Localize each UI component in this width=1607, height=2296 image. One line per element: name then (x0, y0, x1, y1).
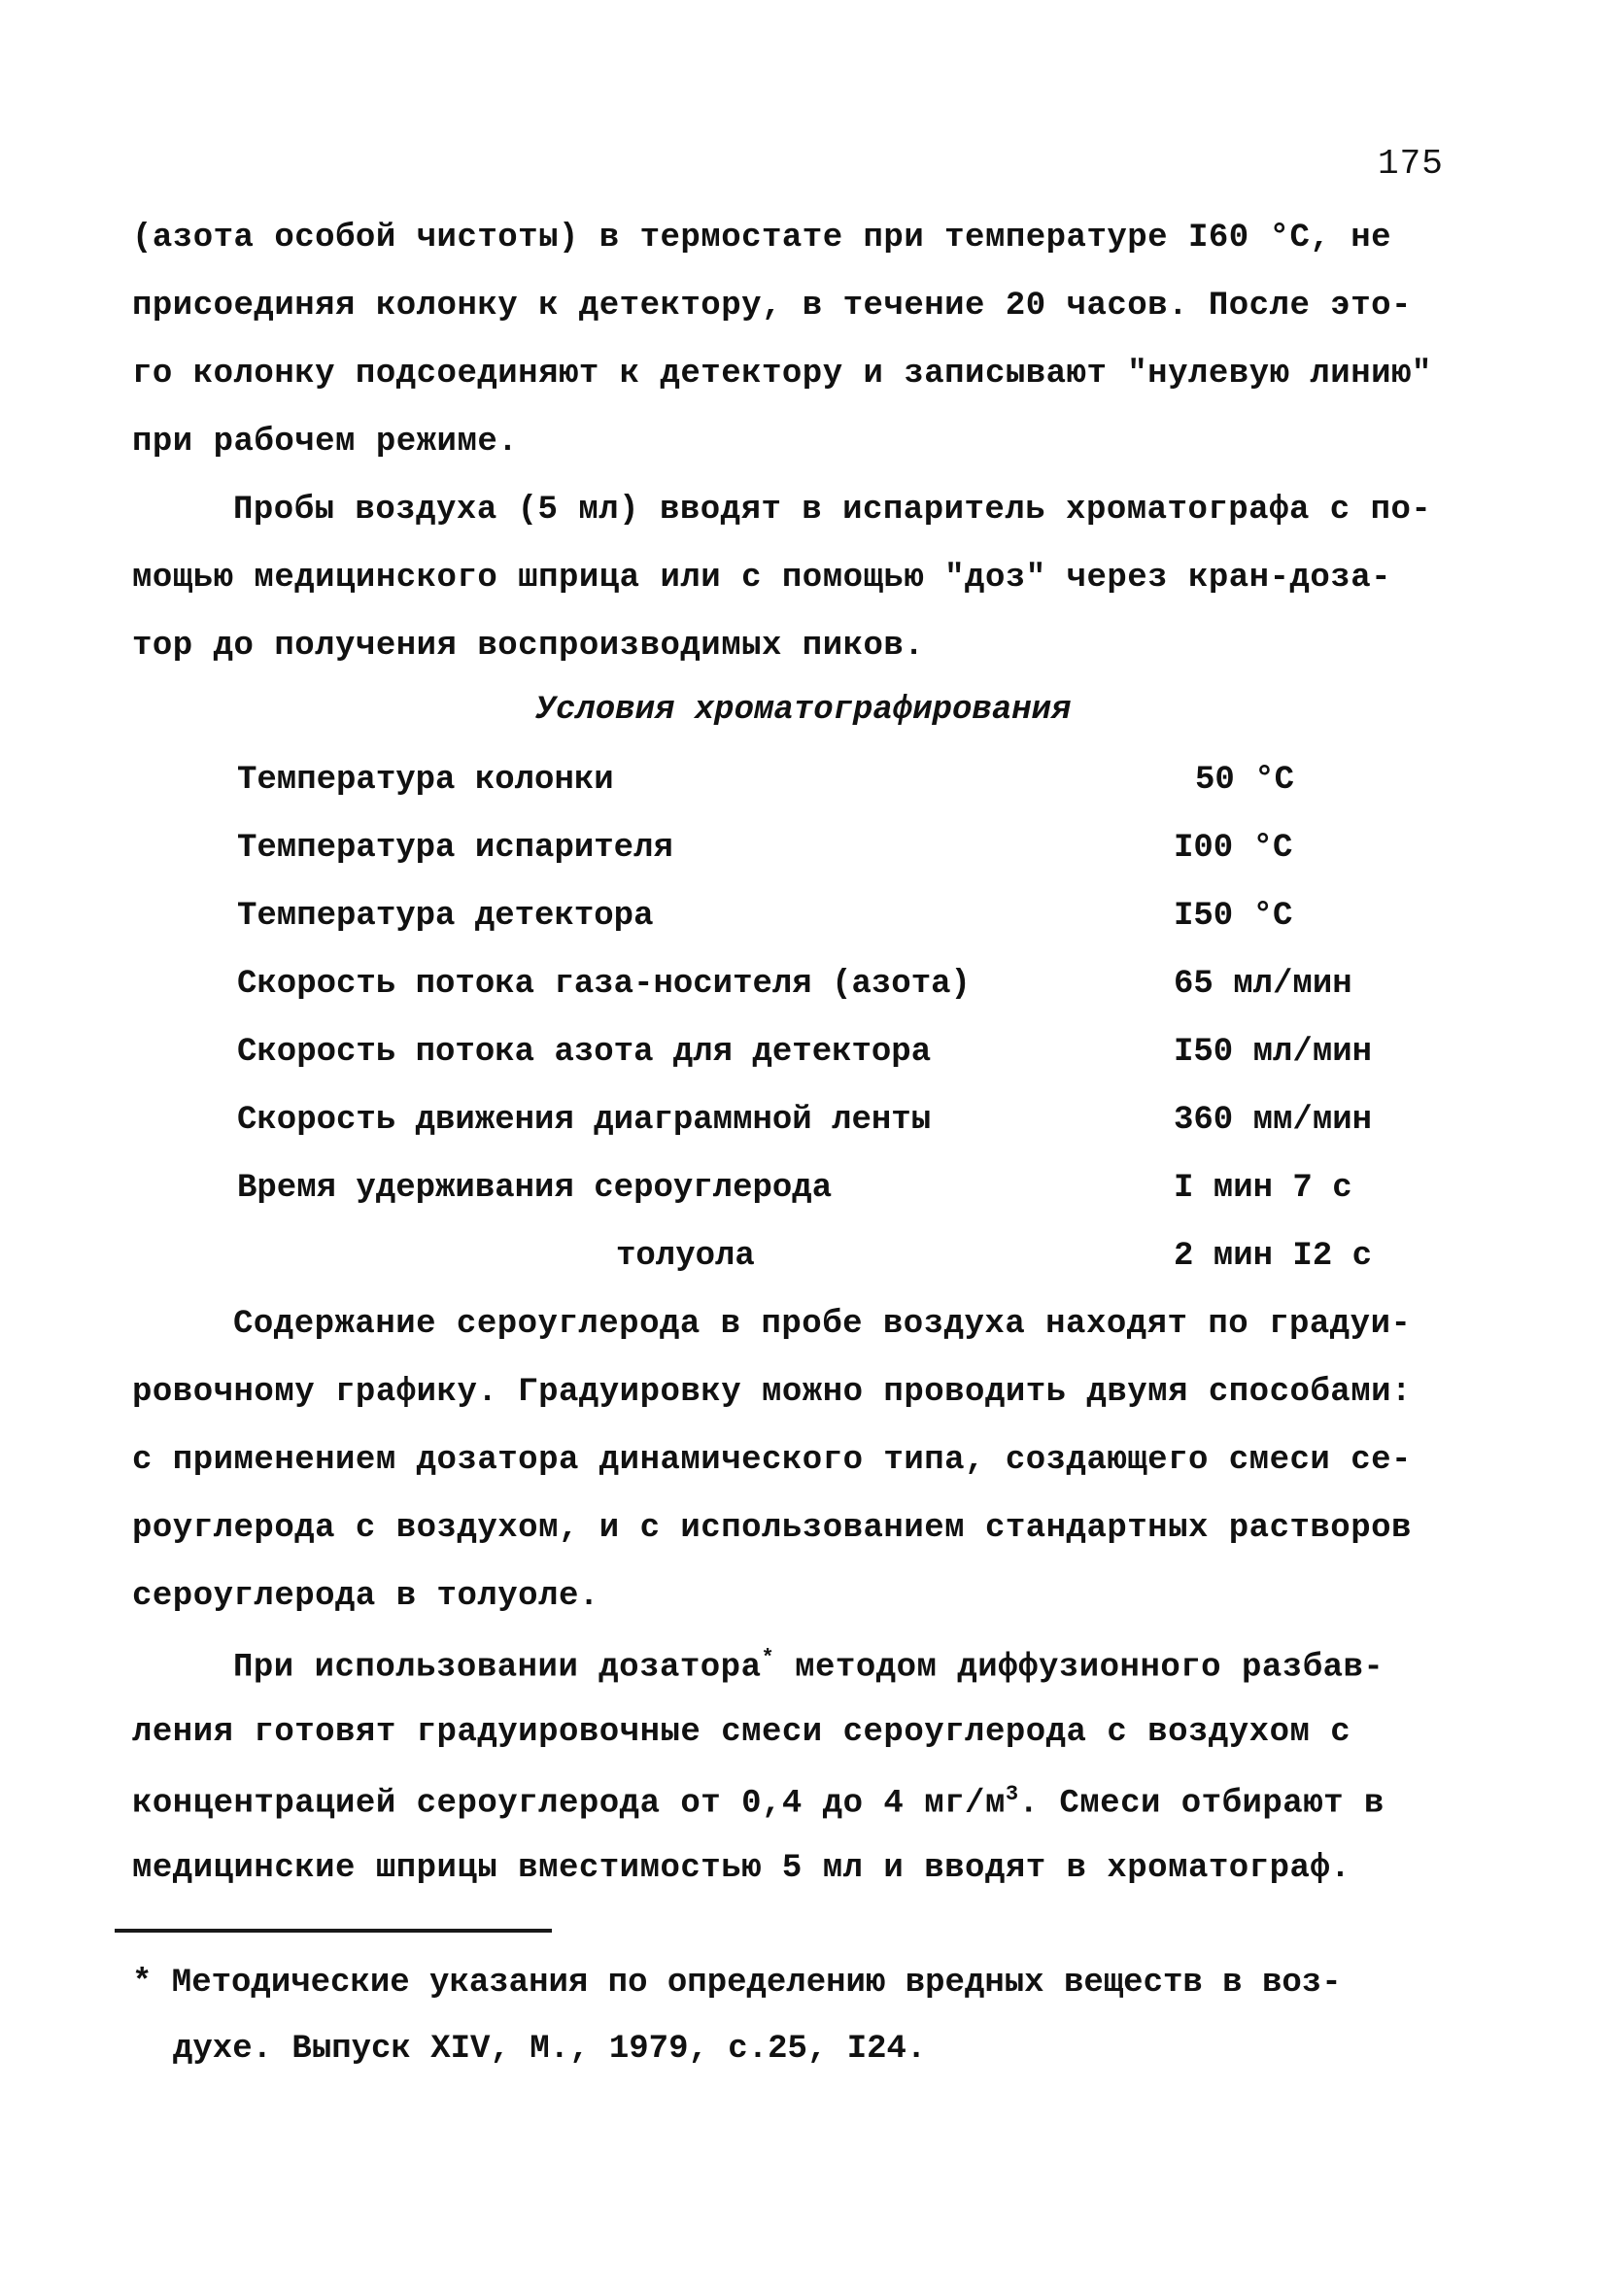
paragraph-3-line-1: Содержание сероуглерода в пробе воздуха находят по градуи- (233, 1306, 1412, 1343)
condition-value: I50 °С (1174, 898, 1293, 935)
paragraph-1-line-3: го колонку подсоединяют к детектору и записывают "нулевую линию" (132, 356, 1432, 393)
paragraph-4-line-2: ления готовят градуировочные смеси сероуглерода с воздухом с (132, 1714, 1351, 1751)
paragraph-3-line-2: ровочному графику. Градуировку можно проводить двумя способами: (132, 1374, 1412, 1411)
condition-label: Температура испарителя (237, 830, 673, 867)
paragraph-4-text: . Смеси отбирают в (1018, 1785, 1385, 1823)
paragraph-4-line-3 (132, 1782, 1473, 1822)
footnote-line-1: * Методические указания по определению вредных веществ в воз- (132, 1965, 1342, 2002)
condition-label: Скорость потока азота для детектора (237, 1034, 932, 1071)
condition-row (237, 966, 1384, 1009)
condition-value: 65 мл/мин (1174, 966, 1352, 1003)
condition-label: Скорость движения диаграммной ленты (237, 1102, 932, 1139)
conditions-heading: Условия хроматографирования (535, 692, 1072, 729)
paragraph-3-line-4: роуглерода с воздухом, и с использованием стандартных растворов (132, 1510, 1412, 1547)
footnote-reference: * (761, 1646, 775, 1670)
condition-label: Температура детектора (237, 898, 654, 935)
condition-value: I50 мл/мин (1174, 1034, 1373, 1071)
condition-label: Время удерживания сероуглерода (237, 1170, 833, 1207)
condition-label: Температура колонки (237, 762, 614, 799)
paragraph-1-line-2: присоединяя колонку к детектору, в течение 20 часов. После это- (132, 288, 1412, 325)
condition-row (237, 898, 1384, 941)
paragraph-2-line-2: мощью медицинского шприца или с помощью "доз" через кран-доза- (132, 560, 1392, 597)
condition-value: I мин 7 с (1174, 1170, 1352, 1207)
condition-value: 50 °С (1195, 762, 1295, 799)
paragraph-2-line-1: Пробы воздуха (5 мл) вводят в испаритель хроматографа с по- (233, 492, 1432, 529)
condition-label: Скорость потока газа-носителя (азота) (237, 966, 971, 1003)
condition-row (237, 762, 1384, 805)
footnote-divider (115, 1929, 552, 1933)
paragraph-3-line-3: с применением дозатора динамического типа, создающего смеси се- (132, 1442, 1412, 1479)
condition-row (237, 1034, 1384, 1077)
paragraph-1-line-1: (азота особой чистоты) в термостате при температуре I60 °С, не (132, 220, 1392, 257)
condition-label: толуола (616, 1238, 755, 1275)
paragraph-4-line-4: медицинские шприцы вместимостью 5 мл и вводят в хроматограф. (132, 1850, 1351, 1887)
condition-value: I00 °С (1174, 830, 1293, 867)
condition-row (237, 830, 1384, 873)
paragraph-2-line-3: тор до получения воспроизводимых пиков. (132, 628, 925, 665)
paragraph-3-line-5: сероуглерода в толуоле. (132, 1578, 599, 1615)
superscript-exponent: 3 (1005, 1782, 1019, 1806)
condition-row (237, 1170, 1384, 1213)
footnote-line-2: духе. Выпуск XIV, М., 1979, с.25, I24. (173, 2031, 927, 2068)
paragraph-4-text: При использовании дозатора (233, 1649, 762, 1687)
condition-value: 360 мм/мин (1174, 1102, 1373, 1139)
condition-row (237, 1102, 1384, 1145)
page-number: 175 (1378, 144, 1444, 184)
paragraph-4-line-1 (233, 1646, 1574, 1686)
paragraph-1-line-4: при рабочем режиме. (132, 424, 519, 461)
paragraph-4-text: методом диффузионного разбав- (774, 1649, 1385, 1687)
paragraph-4-text: концентрацией сероуглерода от 0,4 до 4 мг/м (132, 1785, 1006, 1823)
condition-row (237, 1238, 1384, 1281)
condition-value: 2 мин I2 с (1174, 1238, 1373, 1275)
